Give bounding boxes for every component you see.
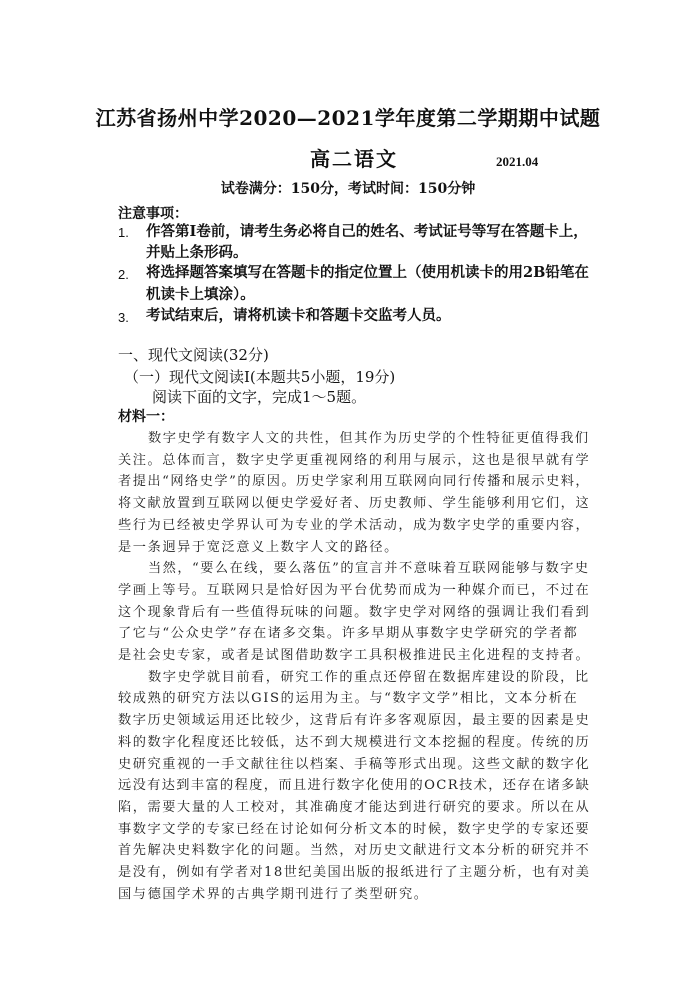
notice-item-1-line-2: 并贴上条形码。 [146,244,248,261]
notice-item-number: 1. [118,225,129,240]
passage-line: 将文献放置到互联网以便史学爱好者、历史教师、学生能够利用它们，这 [118,496,591,512]
exam-title: 江苏省扬州中学2020—2021学年度第二学期期中试题 [95,106,601,130]
passage-line: 是没有，例如有学者对18世纪美国出版的报纸进行了主题分析，也有对美 [118,865,591,880]
passage-line: 较成熟的研究方法以GIS的运用为主。与“数字文学”相比，文本分析在 [118,691,579,707]
notice-item-3-line-1: 考试结束后，请将机读卡和答题卡交监考人员。 [146,307,451,324]
section-sub-title: （一）现代文阅读Ⅰ(本题共5小题，19分) [124,368,396,386]
passage-line: 国与德国学术界的古典学期刊进行了类型研究。 [118,886,429,902]
passage-line: 远没有达到丰富的程度，而且进行数字化使用的OCR技术，还存在诸多缺 [118,778,591,794]
passage-line: 学画上等号。互联网只是恰好因为平台优势而成为一种媒介而已，不过在 [118,582,591,598]
notice-item-1-line-1: 作答第Ⅰ卷前，请考生务必将自己的姓名、考试证号等写在答题卡上， [146,223,588,240]
material-label: 材料一： [118,409,174,425]
passage-line: 陷，需要大量的人工校对，其准确度才能达到进行研究的要求。所以在从 [118,799,591,815]
section-instruction: 阅读下面的文字，完成1～5题。 [152,388,367,406]
score-time-line: 试卷满分：150分，考试时间：150分钟 [220,181,476,197]
passage-line: 史研究重视的一手文献往往以档案、手稿等形式出现。这些文献的数字化 [118,756,591,772]
passage-line: 料的数字化程度还比较低，达不到大规模进行文本挖掘的程度。传统的历 [118,734,591,750]
passage-line: 这个现象背后有一些值得玩味的问题。数字史学对网络的强调让我们看到 [118,604,591,620]
notice-heading: 注意事项： [118,206,188,222]
passage-line: 了它与“公众史学”存在诸多交集。许多早期从事数字史学研究的学者都 [118,626,579,642]
notice-item-3 [118,311,129,326]
passage-line: 者提出“网络史学”的原因。历史学家利用互联网向同行传播和展示史料， [118,474,591,490]
exam-date: 2021.04 [496,154,539,169]
passage-line: 数字史学就目前看，研究工作的重点还停留在数据库建设的阶段，比 [148,669,590,685]
notice-item-2 [118,268,129,283]
passage-line: 事数字文学的专家已经在讨论如何分析文本的时候，数字史学的专家还要 [118,821,591,837]
passage-line: 当然，“要么在线，要么落伍”的宣言并不意味着互联网能够与数字史 [148,561,590,577]
passage-line: 是社会史专家，或者是试图借助数字工具积极推进民主化进程的支持者。 [118,648,591,663]
passage-line: 关注。总体而言，数字史学更重视网络的利用与展示，这也是很早就有学 [118,452,591,468]
passage-line: 些行为已经被史学界认可为专业的学术活动，成为数字史学的重要内容， [118,517,591,533]
passage-line: 是一条迥异于宽泛意义上数字人文的路径。 [118,539,399,555]
passage-line: 首先解决史料数字化的问题。当然，对历史文献进行文本分析的研究并不 [118,843,591,859]
section-part-title: 一、现代文阅读(32分) [118,346,269,364]
notice-item-1 [118,226,129,241]
passage-line: 数字史学有数字人文的共性，但其作为历史学的个性特征更值得我们 [148,431,590,446]
passage-line: 数字历史领域运用还比较少，这背后有许多客观原因，最主要的因素是史 [118,713,591,729]
notice-item-2-line-1: 将选择题答案填写在答题卡的指定位置上（使用机读卡的用2B铅笔在 [146,264,589,281]
subject-title: 高二语文 [310,147,398,171]
notice-item-number: 2. [118,267,129,282]
notice-item-number: 3. [118,310,129,325]
notice-item-2-line-2: 机读卡上填涂）。 [146,286,255,303]
